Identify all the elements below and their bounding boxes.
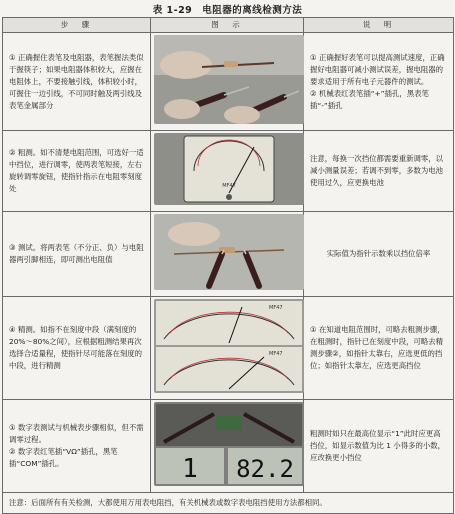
header-illustration: 图 示	[151, 18, 304, 33]
step-cell	[3, 33, 151, 131]
meter-model-label: MF47	[269, 305, 283, 311]
hands-holding-probes-image	[154, 35, 304, 124]
table-row	[3, 33, 454, 131]
photo-cell	[151, 297, 304, 400]
digital-meter-image	[154, 402, 304, 486]
step-cell	[3, 400, 151, 493]
table-row	[3, 400, 454, 493]
note-cell	[304, 33, 454, 131]
step-text: ② 数字表红笔插“VΩ”插孔，黑笔插“COM”插孔。	[9, 447, 118, 468]
step-cell	[3, 297, 151, 400]
note-cell	[304, 400, 454, 493]
meter-model-label: MF47	[269, 351, 283, 357]
note-cell	[304, 131, 454, 212]
meter-model-label: MF47	[222, 183, 236, 189]
detection-table	[2, 17, 454, 514]
photo-cell	[151, 212, 304, 297]
note-cell	[304, 297, 454, 400]
probes-on-resistor-image	[154, 214, 304, 290]
photo-cell	[151, 400, 304, 493]
table-row	[3, 297, 454, 400]
table-caption: 表 1-29 电阻器的离线检测方法	[152, 5, 303, 16]
table-row	[3, 131, 454, 212]
step-text: ④ 精测。如指不在刻度中段（满刻度的 20%～80%之间），应根据粗测结果再次选择合适量程，使指针尽可能落在刻度的中段，进行精测	[9, 325, 143, 370]
step-text: ① 正确握住表笔及电阻器，表笔握法类似于握筷子；如果电阻器体积较大，应握在电阻体上，不要接触引线，体积较小时，可握住一边引线，不可同时触及两引线及表笔金属部分	[9, 52, 144, 110]
lcd-right-readout: 82.2	[236, 455, 294, 483]
footer-row	[3, 493, 454, 514]
step-cell	[3, 131, 151, 212]
footer-note: 注意：后面所有有关检测，大都使用万用表电阻挡，有关机械表或数字表电阻挡使用方法都相同。	[3, 493, 454, 514]
note-cell	[304, 212, 454, 297]
step-text: ① 数字表测试与机械表步骤相似，但不需调零过程。	[9, 423, 144, 444]
header-steps: 步 骤	[3, 18, 151, 33]
header-notes: 说 明	[304, 18, 454, 33]
step-text: ② 粗测。如不清楚电阻范围，可选好一适中挡位，进行调零，使两表笔短接，左右旋转调零旋钮，使指针指示在电阻零刻度处	[9, 148, 144, 193]
note-text: ① 在知道电阻范围时，可略去粗测步骤，在粗测时，指针已在刻度中段，可略去精测步骤②，如指针太靠右，应选更低的挡位；如指针太靠左，应选更高挡位	[310, 325, 445, 370]
note-text: 实际值为指针示数乘以挡位倍率	[326, 249, 431, 258]
note-text: ② 机械表红表笔插“+”插孔，黑表笔插“-”插孔	[310, 88, 429, 110]
table-header-row	[3, 18, 454, 33]
step-text: ③ 测试。将两表笔（不分正、负）与电阻器两引脚相连，即可测出电阻值	[9, 243, 144, 264]
photo-cell	[151, 33, 304, 131]
lcd-left-readout: 1	[182, 454, 198, 484]
analog-meter-zeroing-image	[154, 133, 304, 205]
photo-cell	[151, 131, 304, 212]
table-row	[3, 212, 454, 297]
meter-scale-closeup-image	[154, 299, 304, 393]
note-text: 注意，每换一次挡位都需要重新调零，以减小测量误差；若调不到零，多数为电池使用过久，应更换电池	[310, 154, 444, 187]
note-text: ① 正确握好表笔可以提高测试速度，正确握好电阻器可减小测试误差，握电阻器的要求适用于所有电子元器件的测试。	[310, 52, 445, 86]
step-cell	[3, 212, 151, 297]
note-text: 粗测时如只在最高位显示“1”此时应更高挡位，如显示数值为比 1 小得多的小数，应改换更小挡位	[310, 429, 446, 462]
